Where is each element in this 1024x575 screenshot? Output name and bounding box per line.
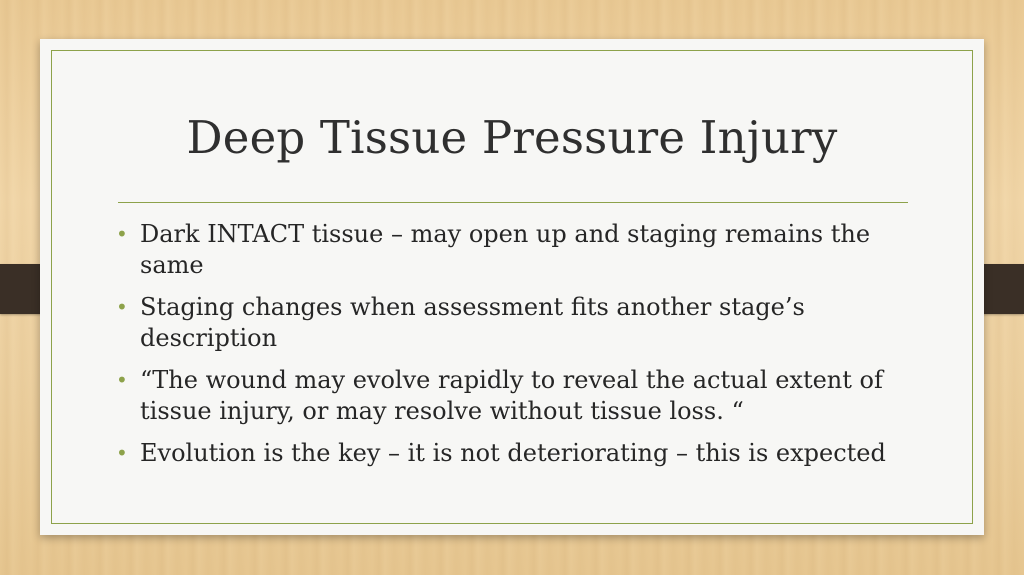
bullet-item [116, 219, 906, 281]
bullet-icon: • [116, 368, 128, 392]
title-divider [118, 202, 908, 203]
slide-title: Deep Tissue Pressure Injury [186, 111, 838, 164]
bullet-text: Evolution is the key – it is not deteriorating – this is expected [140, 439, 886, 467]
bullet-text: “The wound may evolve rapidly to reveal the actual extent of tissue injury, or may resolve without tissue loss. “ [140, 366, 883, 425]
bullet-item [116, 292, 906, 354]
bullet-list [116, 219, 906, 480]
slide-card [40, 39, 984, 535]
bullet-icon: • [116, 222, 128, 246]
bullet-text: Staging changes when assessment fits another stage’s description [140, 293, 805, 352]
bullet-text: Dark INTACT tissue – may open up and staging remains the same [140, 220, 871, 279]
bullet-icon: • [116, 441, 128, 465]
bullet-icon: • [116, 295, 128, 319]
bullet-item [116, 365, 906, 427]
bullet-item [116, 438, 906, 469]
